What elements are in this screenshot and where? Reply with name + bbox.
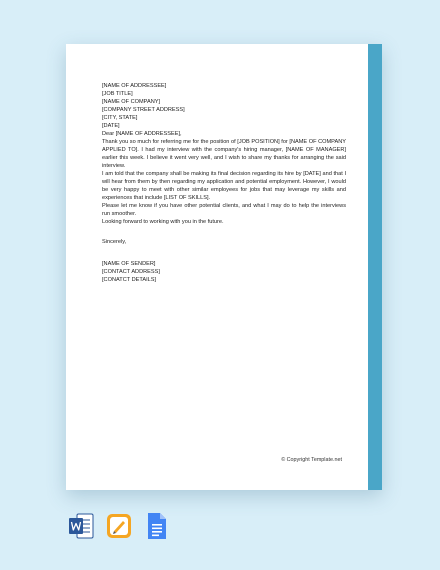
pages-icon[interactable] — [106, 512, 132, 540]
document-accent-bar — [368, 44, 382, 490]
letter-paragraph: I am told that the company shall be making its final decision regarding its hire by [DATE] and that I will hear from them by then regarding my application and potential employment. However, I would be very happy to meet with other similar employees for jobs that may leverage my skills and experiences that include [LIST OF SKILLS]. — [102, 171, 346, 201]
app-icons-row — [68, 512, 170, 540]
sender-block — [102, 260, 346, 284]
sender-address: [CONTACT ADDRESS] — [102, 269, 160, 275]
signature-space — [102, 246, 346, 260]
addressee-name: [NAME OF ADDRESSEE] — [102, 83, 167, 89]
letter-body — [102, 82, 346, 284]
letter-spacer — [102, 226, 346, 238]
copyright-text: © Copyright Template.net — [281, 457, 342, 463]
letter-paragraph: Thank you so much for referring me for the position of [JOB POSITION] for [NAME OF COMPANY APPLIED TO]. I had my interview with the company's hiring manager, [NAME OF MANAGER] earlier this week. I believe it went very well, and I wish to share my thanks for arranging the said interview. — [102, 139, 346, 169]
letter-salutation: Dear [NAME OF ADDRESSEE], — [102, 131, 182, 137]
letter-paragraph: Looking forward to working with you in the future. — [102, 219, 224, 225]
addressee-company: [NAME OF COMPANY] — [102, 99, 161, 105]
addressee-city-state: [CITY, STATE] — [102, 115, 138, 121]
addressee-block — [102, 82, 346, 122]
sender-contact: [CONATCT DETAILS] — [102, 277, 157, 283]
addressee-street: [COMPANY STREET ADDRESS] — [102, 107, 185, 113]
addressee-job-title: [JOB TITLE] — [102, 91, 133, 97]
word-icon[interactable] — [68, 512, 94, 540]
letter-paragraph: Please let me know if you have other potential clients, and what I may do to help the interviews run smoother. — [102, 203, 346, 217]
sender-name: [NAME OF SENDER] — [102, 261, 156, 267]
letter-closing: Sincerely, — [102, 239, 127, 245]
google-docs-icon[interactable] — [144, 512, 170, 540]
document-page — [66, 44, 368, 490]
letter-date: [DATE] — [102, 123, 120, 129]
